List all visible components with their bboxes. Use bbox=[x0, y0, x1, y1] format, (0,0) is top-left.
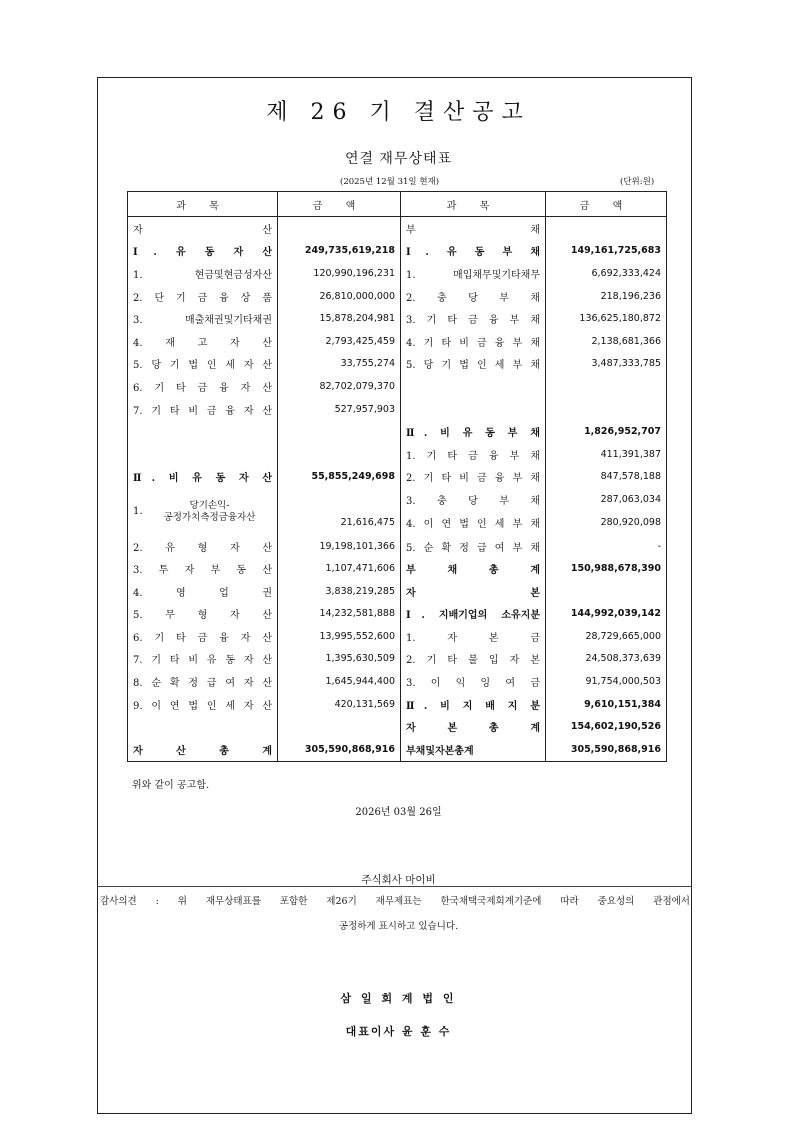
asset-amount bbox=[278, 715, 401, 738]
asset-item: 9. 이 연 법 인 세 자 산 bbox=[128, 693, 278, 716]
asset-item: 5. 당 기 법 인 세 자 산 bbox=[128, 353, 278, 376]
liability-equity-item: Ⅰ. 유 동 부 채 bbox=[401, 240, 546, 263]
asset-amount: 3,838,219,285 bbox=[278, 580, 401, 603]
audit-opinion-continued: 공정하게 표시하고 있습니다. bbox=[338, 921, 459, 932]
page-title: 제 26 기 결산공고 bbox=[266, 100, 531, 125]
asset-amount bbox=[278, 443, 401, 466]
asset-item: 3. 투 자 부 동 산 bbox=[128, 557, 278, 580]
asset-item: 3. 매출채권및기타채권 bbox=[128, 307, 278, 330]
table-row bbox=[128, 420, 667, 443]
asset-item: 5. 무 형 자 산 bbox=[128, 603, 278, 626]
liability-equity-item: 3. 이 익 잉 여 금 bbox=[401, 670, 546, 693]
liability-equity-amount: 847,578,188 bbox=[546, 466, 667, 489]
table-row bbox=[128, 648, 667, 671]
asset-item: 4. 영 업 권 bbox=[128, 580, 278, 603]
asset-item: 자 산 총 계 bbox=[128, 738, 278, 761]
liability-equity-item: 3. 충 당 부 채 bbox=[401, 488, 546, 511]
asset-amount: 13,995,552,600 bbox=[278, 625, 401, 648]
item-label-line1: 당기손익- bbox=[189, 499, 230, 511]
asset-item: 7. 기 타 비 유 동 자 산 bbox=[128, 648, 278, 671]
liability-equity-amount bbox=[546, 375, 667, 398]
asset-amount: 120,990,196,231 bbox=[278, 262, 401, 285]
table-row bbox=[128, 330, 667, 353]
liability-equity-amount: 149,161,725,683 bbox=[546, 240, 667, 263]
table-row bbox=[128, 262, 667, 285]
liability-equity-item bbox=[401, 375, 546, 398]
table-row bbox=[128, 557, 667, 580]
asset-item: Ⅱ. 비 유 동 자 산 bbox=[128, 466, 278, 489]
liability-equity-amount: 218,196,236 bbox=[546, 285, 667, 308]
asset-item bbox=[128, 420, 278, 443]
liability-equity-amount: 28,729,665,000 bbox=[546, 625, 667, 648]
unit-note: (단위:원) bbox=[620, 177, 655, 187]
asset-amount: 82,702,079,370 bbox=[278, 375, 401, 398]
audit-opinion: 감사의견 : 위 재무상태표를 포함한 제26기 재무제표는 한국채택국제회계기준에 따라 중요성의 관점에서 bbox=[100, 896, 690, 907]
table-row bbox=[128, 738, 667, 761]
asset-amount: 55,855,249,698 bbox=[278, 466, 401, 489]
item-label bbox=[147, 500, 272, 524]
asset-amount: 249,735,619,218 bbox=[278, 240, 401, 263]
asset-item: 1. 현금및현금성자산 bbox=[128, 262, 278, 285]
table-row bbox=[128, 466, 667, 489]
liability-equity-amount: 144,992,039,142 bbox=[546, 603, 667, 626]
asset-amount: 305,590,868,916 bbox=[278, 738, 401, 761]
asset-amount: 1,645,944,400 bbox=[278, 670, 401, 693]
liability-equity-amount: 1,826,952,707 bbox=[546, 420, 667, 443]
table-row bbox=[128, 535, 667, 558]
table-row bbox=[128, 580, 667, 603]
liability-equity-amount: 305,590,868,916 bbox=[546, 738, 667, 761]
table-row bbox=[128, 443, 667, 466]
company-name: 주식회사 마이비 bbox=[361, 874, 436, 886]
asset-item bbox=[128, 715, 278, 738]
table-header-row bbox=[128, 192, 667, 217]
liability-equity-item: 1. 자 본 금 bbox=[401, 625, 546, 648]
item-number: 1. bbox=[133, 505, 143, 517]
liability-equity-item: 1. 기 타 금 융 부 채 bbox=[401, 443, 546, 466]
asset-item: 2. 유 형 자 산 bbox=[128, 535, 278, 558]
table-row bbox=[128, 307, 667, 330]
asset-amount: 1,395,630,509 bbox=[278, 648, 401, 671]
asset-item: 6. 기 타 금 융 자 산 bbox=[128, 375, 278, 398]
liability-equity-amount: 411,391,387 bbox=[546, 443, 667, 466]
representative-name: 대표이사 윤 훈 수 bbox=[345, 1025, 452, 1038]
asset-amount: 527,957,903 bbox=[278, 398, 401, 421]
asset-amount: 15,878,204,981 bbox=[278, 307, 401, 330]
liability-equity-amount: 287,063,034 bbox=[546, 488, 667, 511]
column-header-amount: 금 액 bbox=[278, 192, 401, 217]
liability-equity-amount: 3,487,333,785 bbox=[546, 353, 667, 376]
asset-item: 6. 기 타 금 융 자 산 bbox=[128, 625, 278, 648]
asset-item bbox=[128, 443, 278, 466]
liability-equity-item: 4. 기 타 비 금 융 부 채 bbox=[401, 330, 546, 353]
asset-amount: 26,810,000,000 bbox=[278, 285, 401, 308]
liability-equity-item: 부 채 bbox=[401, 217, 546, 240]
liability-equity-item: 2. 충 당 부 채 bbox=[401, 285, 546, 308]
asset-item: 7. 기 타 비 금 융 자 산 bbox=[128, 398, 278, 421]
liability-equity-item: 5. 순 확 정 급 여 부 채 bbox=[401, 535, 546, 558]
liability-equity-item: 부 채 총 계 bbox=[401, 557, 546, 580]
statement-subtitle: 연결 재무상태표 bbox=[344, 151, 453, 167]
announcement-text: 위와 같이 공고함. bbox=[132, 780, 210, 791]
liability-equity-item: 자 본 총 계 bbox=[401, 715, 546, 738]
divider bbox=[97, 886, 692, 887]
balance-sheet-table bbox=[127, 191, 667, 762]
liability-equity-amount: 280,920,098 bbox=[546, 511, 667, 535]
column-header-account: 과 목 bbox=[401, 192, 546, 217]
column-header-amount: 금 액 bbox=[546, 192, 667, 217]
asset-item: 8. 순 확 정 급 여 자 산 bbox=[128, 670, 278, 693]
liability-equity-item: 자 본 bbox=[401, 580, 546, 603]
asset-item: 자 산 bbox=[128, 217, 278, 240]
balance-sheet-body bbox=[128, 217, 667, 762]
asset-amount: 14,232,581,888 bbox=[278, 603, 401, 626]
liability-equity-amount bbox=[546, 217, 667, 240]
audit-firm-name: 삼 일 회 계 법 인 bbox=[340, 992, 457, 1005]
table-row bbox=[128, 398, 667, 421]
liability-equity-item: Ⅱ. 비 유 동 부 채 bbox=[401, 420, 546, 443]
reference-date: (2025년 12월 31일 현재) bbox=[340, 177, 440, 187]
liability-equity-item: Ⅰ. 지배기업의 소유지분 bbox=[401, 603, 546, 626]
table-row bbox=[128, 511, 667, 535]
liability-equity-item: 부채및자본총계 bbox=[401, 738, 546, 761]
table-row bbox=[128, 670, 667, 693]
liability-equity-item: 2. 기 타 비 금 융 부 채 bbox=[401, 466, 546, 489]
item-label-line2: 공정가치측정금융자산 bbox=[163, 511, 256, 523]
liability-equity-item: Ⅱ. 비 지 배 지 분 bbox=[401, 693, 546, 716]
liability-equity-amount: - bbox=[546, 535, 667, 558]
table-row bbox=[128, 375, 667, 398]
publication-date: 2026년 03월 26일 bbox=[355, 807, 442, 818]
liability-equity-amount bbox=[546, 580, 667, 603]
liability-equity-item: 4. 이 연 법 인 세 부 채 bbox=[401, 511, 546, 535]
asset-amount: 33,755,274 bbox=[278, 353, 401, 376]
table-row bbox=[128, 353, 667, 376]
table-row bbox=[128, 693, 667, 716]
asset-amount bbox=[278, 420, 401, 443]
table-row bbox=[128, 715, 667, 738]
table-row bbox=[128, 217, 667, 240]
liability-equity-item: 1. 매입채무및기타채무 bbox=[401, 262, 546, 285]
table-row bbox=[128, 603, 667, 626]
asset-amount: 420,131,569 bbox=[278, 693, 401, 716]
asset-item: 4. 재 고 자 산 bbox=[128, 330, 278, 353]
asset-amount: 2,793,425,459 bbox=[278, 330, 401, 353]
liability-equity-item: 2. 기 타 불 입 자 본 bbox=[401, 648, 546, 671]
asset-item: Ⅰ. 유 동 자 산 bbox=[128, 240, 278, 263]
asset-amount: 21,616,475 bbox=[278, 511, 401, 535]
liability-equity-amount: 24,508,373,639 bbox=[546, 648, 667, 671]
liability-equity-amount: 6,692,333,424 bbox=[546, 262, 667, 285]
liability-equity-amount: 150,988,678,390 bbox=[546, 557, 667, 580]
multi-line-label bbox=[133, 500, 272, 524]
liability-equity-amount: 2,138,681,366 bbox=[546, 330, 667, 353]
liability-equity-amount bbox=[546, 398, 667, 421]
liability-equity-item: 3. 기 타 금 융 부 채 bbox=[401, 307, 546, 330]
column-header-account: 과 목 bbox=[128, 192, 278, 217]
liability-equity-item bbox=[401, 398, 546, 421]
asset-amount bbox=[278, 488, 401, 511]
liability-equity-amount: 9,610,151,384 bbox=[546, 693, 667, 716]
liability-equity-item: 5. 당 기 법 인 세 부 채 bbox=[401, 353, 546, 376]
table-row bbox=[128, 285, 667, 308]
asset-item: 2. 단 기 금 융 상 품 bbox=[128, 285, 278, 308]
asset-item-fvpl bbox=[128, 500, 278, 524]
table-row bbox=[128, 625, 667, 648]
liability-equity-amount: 154,602,190,526 bbox=[546, 715, 667, 738]
asset-amount bbox=[278, 217, 401, 240]
liability-equity-amount: 91,754,000,503 bbox=[546, 670, 667, 693]
liability-equity-amount: 136,625,180,872 bbox=[546, 307, 667, 330]
asset-amount: 1,107,471,606 bbox=[278, 557, 401, 580]
table-row bbox=[128, 240, 667, 263]
asset-amount: 19,198,101,366 bbox=[278, 535, 401, 558]
